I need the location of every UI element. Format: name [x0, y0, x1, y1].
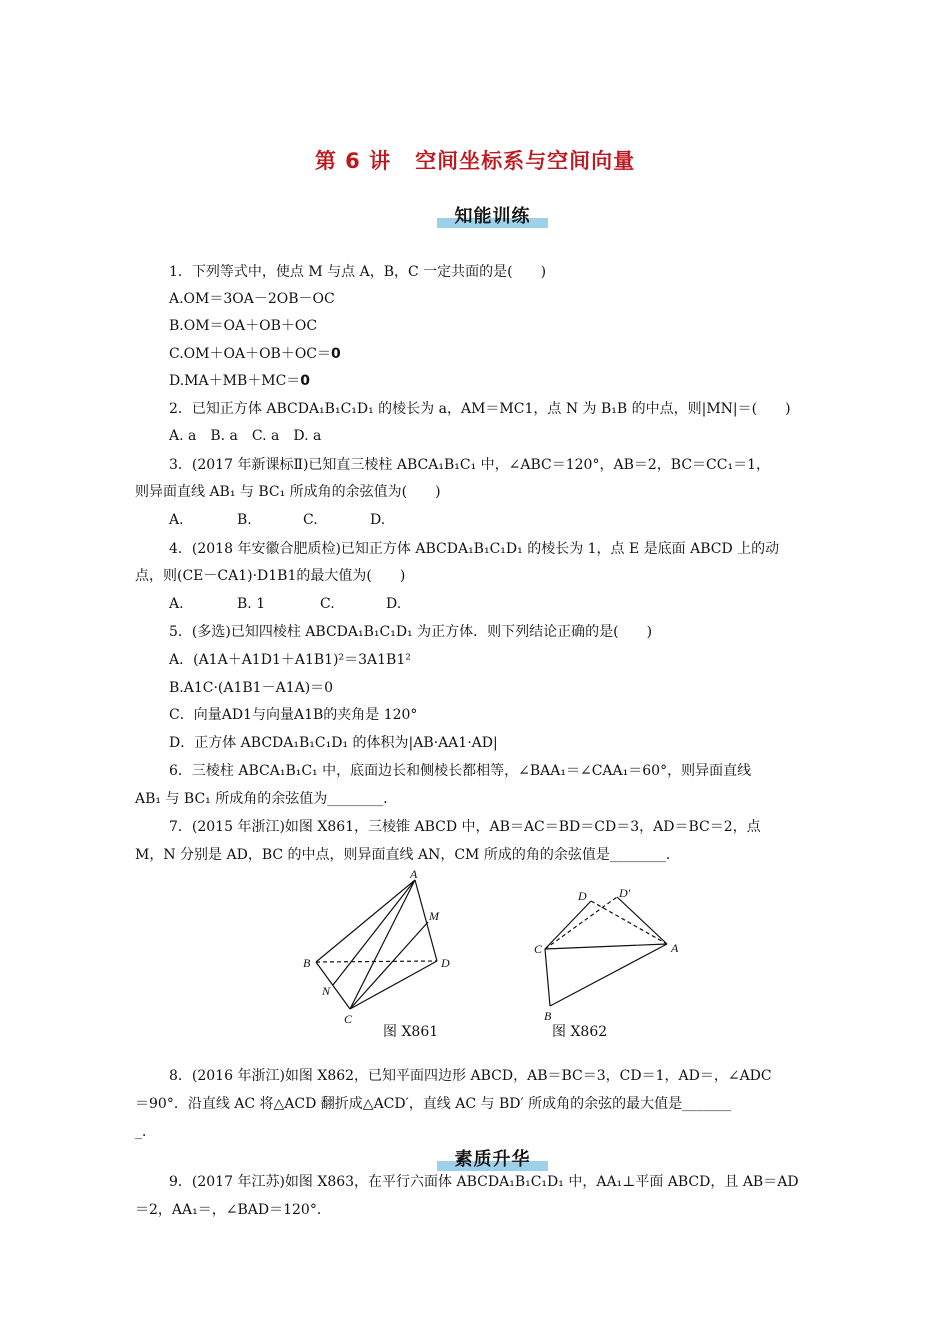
q5-option-c: C．向量AD1与向量A1B的夹角是 120°	[169, 707, 418, 723]
q4-line1: 4．(2018 年安徽合肥质检)已知正方体 ABCDA₁B₁C₁D₁ 的棱长为 1，点 E 是底面 ABCD 上的动	[169, 541, 780, 557]
q3-option-a: A.	[169, 512, 184, 528]
lecture-title: 空间坐标系与空间向量	[415, 149, 636, 173]
section-header-training: 知能训练	[437, 205, 548, 229]
q7-line2: M，N 分别是 AD，BC 的中点，则异面直线 AN，CM 所成的角的余弦值是________．	[135, 847, 680, 863]
page-title	[0, 145, 950, 175]
fig1-label-m: M	[429, 909, 439, 923]
q3-option-b: B.	[237, 512, 252, 528]
figure-x862-caption: 图 X862	[552, 1024, 608, 1040]
fig2-label-d: D	[578, 889, 587, 903]
q4-option-b: B. 1	[237, 596, 266, 612]
zero-vector: 0	[331, 346, 341, 362]
q1-option-a: A.OM＝3OA－2OB－OC	[169, 291, 335, 307]
q7-line1: 7．(2015 年浙江)如图 X861，三棱锥 ABCD 中，AB＝AC＝BD＝CD＝3，AD＝BC＝2，点	[169, 819, 761, 835]
q2-stem: 2．已知正方体 ABCDA₁B₁C₁D₁ 的棱长为 a，AM＝MC1，点 N 为 B₁B 的中点，则|MN|＝( )	[169, 401, 791, 417]
fig1-label-n: N	[322, 984, 331, 998]
q8-line3: _．	[135, 1124, 156, 1140]
figure-x861-caption: 图 X861	[383, 1024, 439, 1040]
figure-x862	[530, 882, 690, 1022]
q3-line1: 3．(2017 年新课标Ⅱ)已知直三棱柱 ABCA₁B₁C₁ 中，∠ABC＝120°，AB＝2，BC＝CC₁＝1，	[169, 457, 770, 473]
q2-options: A. a B. a C. a D. a	[169, 428, 322, 444]
q3-line2: 则异面直线 AB₁ 与 BC₁ 所成角的余弦值为( )	[135, 484, 441, 500]
q8-line2: ＝90°．沿直线 AC 将△ACD 翻折成△ACD′，直线 AC 与 BD′ 所成角的余弦的最大值是_______	[135, 1096, 732, 1112]
fig1-label-c: C	[344, 1012, 353, 1026]
q6-line2: AB₁ 与 BC₁ 所成角的余弦值为________．	[135, 791, 398, 807]
q5-stem: 5．(多选)已知四棱柱 ABCDA₁B₁C₁D₁ 为正方体．则下列结论正确的是( )	[169, 624, 653, 640]
q9-line1: 9．(2017 年江苏)如图 X863，在平行六面体 ABCDA₁B₁C₁D₁ 中，AA₁⊥平面 ABCD，且 AB＝AD	[169, 1174, 799, 1190]
q4-option-c: C.	[320, 596, 335, 612]
q3-option-d: D.	[370, 512, 386, 528]
q4-option-a: A.	[169, 596, 184, 612]
q5-option-b: B.A1C·(A1B1－A1A)＝0	[169, 680, 334, 696]
fig1-label-d: D	[441, 956, 450, 970]
fig1-label-a: A	[410, 868, 418, 881]
fig2-label-d-prime: D′	[619, 886, 631, 900]
zero-vector: 0	[300, 373, 311, 389]
lecture-number: 第 6 讲	[314, 149, 392, 173]
fig2-label-c: C	[534, 942, 543, 956]
q1-stem: 1．下列等式中，使点 M 与点 A，B，C 一定共面的是( )	[169, 264, 547, 280]
q4-option-d: D.	[386, 596, 402, 612]
figure-x861	[300, 868, 460, 1028]
fig1-label-b: B	[303, 956, 311, 970]
fig2-label-b: B	[544, 1009, 552, 1022]
q8-line1: 8．(2016 年浙江)如图 X862，已知平面四边形 ABCD，AB＝BC＝3，CD＝1，AD＝，∠ADC	[169, 1068, 772, 1084]
q5-option-d: D．正方体 ABCDA₁B₁C₁D₁ 的体积为|AB·AA1·AD|	[169, 735, 498, 751]
q1-option-b: B.OM＝OA＋OB＋OC	[169, 318, 318, 334]
q4-line2: 点，则(CE－CA1)·D1B1的最大值为( )	[135, 568, 406, 584]
section-header-improve: 素质升华	[437, 1148, 548, 1172]
q9-line2: ＝2，AA₁＝，∠BAD＝120°．	[135, 1202, 331, 1218]
fig2-label-a: A	[671, 941, 679, 955]
q6-line1: 6．三棱柱 ABCA₁B₁C₁ 中，底面边长和侧棱长都相等，∠BAA₁＝∠CAA₁＝60°，则异面直线	[169, 763, 752, 779]
q1-option-d: D.MA＋MB＋MC＝0	[169, 373, 311, 389]
q1-option-c: C.OM＋OA＋OB＋OC＝0	[169, 346, 341, 362]
q3-option-c: C.	[303, 512, 318, 528]
q5-option-a: A．(A1A＋A1D1＋A1B1)²＝3A1B1²	[169, 652, 411, 668]
